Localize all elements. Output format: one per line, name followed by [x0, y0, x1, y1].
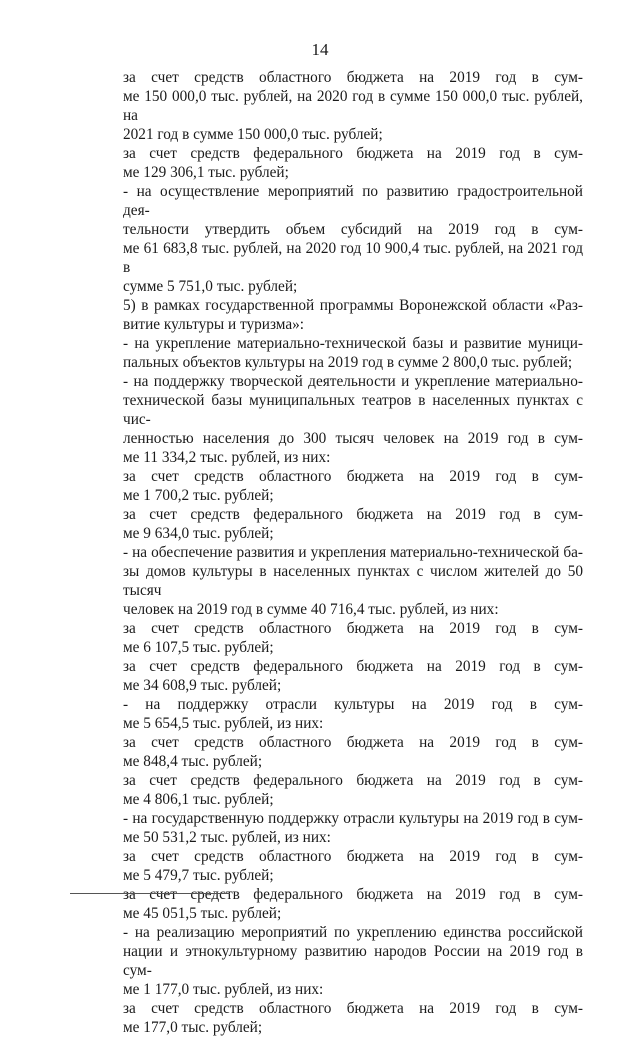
- paragraph: [123, 809, 583, 847]
- text-line: - на поддержку творческой деятельности и укрепление материально-: [123, 373, 583, 390]
- paragraph: [123, 657, 583, 695]
- paragraph: [123, 543, 583, 619]
- paragraph: [123, 334, 583, 372]
- text-line: - на поддержку отрасли культуры на 2019 год в сум-: [123, 696, 583, 713]
- text-line: ме 1 700,2 тыс. рублей;: [123, 487, 274, 504]
- text-line: за счет средств федерального бюджета на 2019 год в сум-: [123, 772, 583, 789]
- text-line: пальных объектов культуры на 2019 год в сумме 2 800,0 тыс. рублей;: [123, 354, 573, 371]
- paragraph: [123, 144, 583, 182]
- text-line: 2021 год в сумме 150 000,0 тыс. рублей;: [123, 126, 383, 143]
- paragraph: [123, 695, 583, 733]
- paragraph: [123, 372, 583, 467]
- text-line: за счет средств областного бюджета на 2019 год в сум-: [123, 734, 583, 751]
- paragraph: [123, 733, 583, 771]
- text-line: ме 9 634,0 тыс. рублей;: [123, 525, 274, 542]
- text-line: зы домов культуры в населенных пунктах с числом жителей до 50 тысяч: [123, 563, 583, 599]
- page-number: 14: [311, 40, 329, 59]
- text-line: ме 5 479,7 тыс. рублей;: [123, 867, 274, 884]
- text-line: за счет средств областного бюджета на 2019 год в сум-: [123, 848, 583, 865]
- text-line: человек на 2019 год в сумме 40 716,4 тыс. рублей, из них:: [123, 601, 499, 618]
- text-line: за счет средств федерального бюджета на 2019 год в сум-: [123, 506, 583, 523]
- text-line: ленностью населения до 300 тысяч человек на 2019 год в сум-: [123, 430, 583, 447]
- text-line: ме 129 306,1 тыс. рублей;: [123, 164, 289, 181]
- paragraph: [123, 296, 583, 334]
- text-line: - на осуществление мероприятий по развитию градостроительной дея-: [123, 183, 583, 219]
- text-line: - на укрепление материально-технической базы и развитие муници-: [123, 335, 583, 352]
- text-line: ме 6 107,5 тыс. рублей;: [123, 639, 274, 656]
- text-line: ме 848,4 тыс. рублей;: [123, 753, 263, 770]
- text-line: ме 11 334,2 тыс. рублей, из них:: [123, 449, 331, 466]
- paragraph: [123, 999, 583, 1037]
- document-body: [123, 68, 583, 1037]
- text-line: за счет средств федерального бюджета на 2019 год в сум-: [123, 886, 583, 903]
- text-line: за счет средств федерального бюджета на 2019 год в сум-: [123, 145, 583, 162]
- paragraph: [123, 182, 583, 296]
- text-line: ме 61 683,8 тыс. рублей, на 2020 год 10 900,4 тыс. рублей, на 2021 год в: [123, 240, 583, 276]
- text-line: ме 150 000,0 тыс. рублей, на 2020 год в сумме 150 000,0 тыс. рублей, на: [123, 88, 583, 124]
- text-line: за счет средств областного бюджета на 2019 год в сум-: [123, 620, 583, 637]
- paragraph: [123, 68, 583, 144]
- paragraph: [123, 771, 583, 809]
- text-line: ме 4 806,1 тыс. рублей;: [123, 791, 274, 808]
- text-line: сумме 5 751,0 тыс. рублей;: [123, 278, 298, 295]
- text-line: ме 1 177,0 тыс. рублей, из них:: [123, 981, 324, 998]
- paragraph: [123, 847, 583, 885]
- text-line: технической базы муниципальных театров в населенных пунктах с чис-: [123, 392, 583, 428]
- text-line: ме 177,0 тыс. рублей;: [123, 1019, 263, 1036]
- text-line: нации и этнокультурному развитию народов России на 2019 год в сум-: [123, 943, 583, 979]
- paragraph: [123, 467, 583, 505]
- text-line: витие культуры и туризма»:: [123, 316, 305, 333]
- text-line: 5) в рамках государственной программы Воронежской области «Раз-: [123, 297, 583, 314]
- text-line: - на реализацию мероприятий по укреплению единства российской: [123, 924, 583, 941]
- text-line: ме 5 654,5 тыс. рублей, из них:: [123, 715, 324, 732]
- text-line: ме 50 531,2 тыс. рублей, из них:: [123, 829, 331, 846]
- text-line: ме 34 608,9 тыс. рублей;: [123, 677, 282, 694]
- text-line: тельности утвердить объем субсидий на 2019 год в сум-: [123, 221, 583, 238]
- text-line: - на государственную поддержку отрасли культуры на 2019 год в сум-: [123, 810, 583, 827]
- text-line: за счет средств областного бюджета на 2019 год в сум-: [123, 468, 583, 485]
- text-line: ме 45 051,5 тыс. рублей;: [123, 905, 282, 922]
- text-line: - на обеспечение развития и укрепления материально-технической ба-: [123, 544, 583, 561]
- text-line: за счет средств областного бюджета на 2019 год в сум-: [123, 69, 583, 86]
- paragraph: [123, 885, 583, 923]
- paragraph: [123, 923, 583, 999]
- text-line: за счет средств федерального бюджета на 2019 год в сум-: [123, 658, 583, 675]
- paragraph: [123, 505, 583, 543]
- footer-divider: [70, 893, 230, 894]
- text-line: за счет средств областного бюджета на 2019 год в сум-: [123, 1000, 583, 1017]
- paragraph: [123, 619, 583, 657]
